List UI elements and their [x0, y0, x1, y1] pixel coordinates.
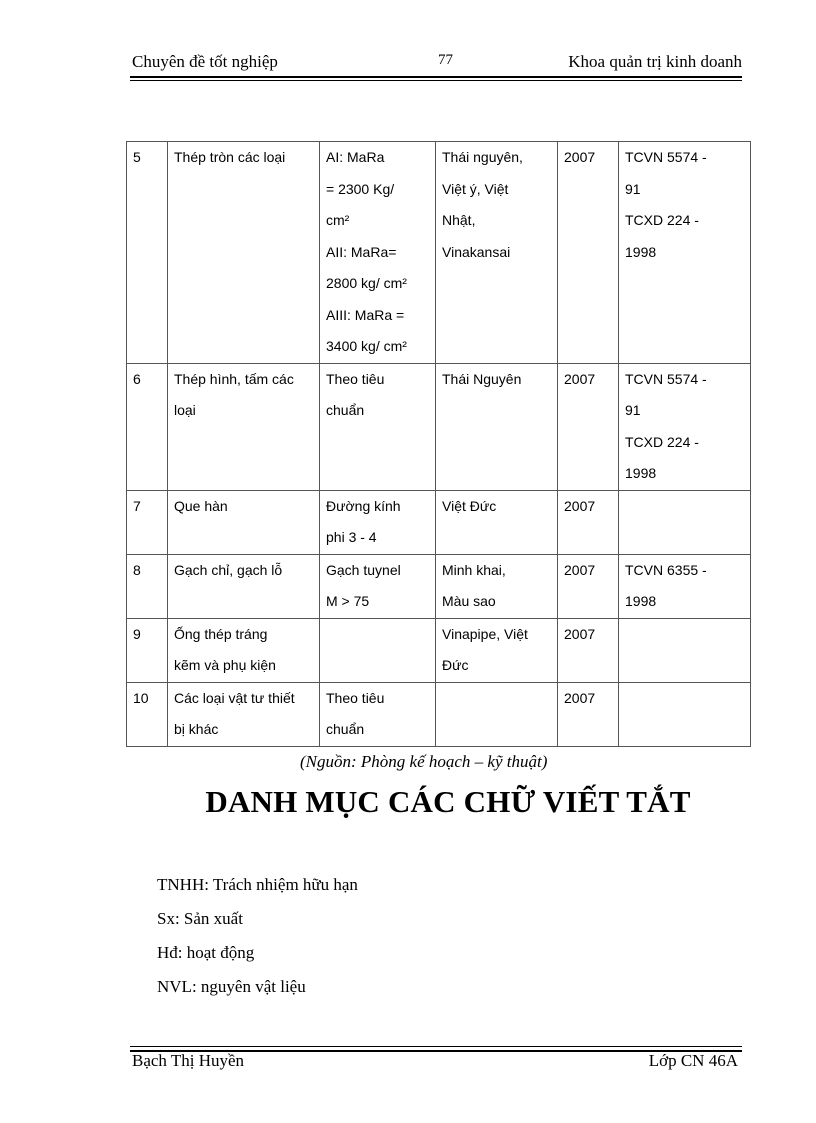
- cell-origin: [436, 142, 558, 364]
- cell-line: Thép tròn các loại: [174, 149, 286, 165]
- cell-material-name: [168, 363, 320, 490]
- cell-standard: [619, 490, 751, 554]
- footer-author: Bạch Thị Huyền: [132, 1051, 245, 1070]
- cell-number: 9: [127, 618, 168, 682]
- cell-line: 1998: [625, 593, 657, 609]
- page-footer: [132, 1051, 738, 1075]
- cell-line: 91: [625, 402, 641, 418]
- cell-standard: [619, 142, 751, 364]
- cell-number: 7: [127, 490, 168, 554]
- cell-line: Gạch chỉ, gạch lỗ: [174, 561, 283, 578]
- cell-line: TCVN 5574 -: [625, 370, 707, 387]
- cell-line: Việt Đức: [442, 497, 497, 514]
- table-row: [127, 142, 751, 364]
- abbreviation-list: [157, 868, 358, 1004]
- cell-standard: [619, 682, 751, 746]
- cell-line: Các loại vật tư thiết: [174, 689, 295, 706]
- cell-line: Thép hình, tấm các: [174, 370, 294, 387]
- cell-specification: [320, 618, 436, 682]
- cell-number: 8: [127, 554, 168, 618]
- cell-line: Theo tiêu: [326, 689, 385, 706]
- cell-origin: [436, 682, 558, 746]
- cell-line: Đường kính: [326, 497, 401, 514]
- cell-material-name: [168, 554, 320, 618]
- abbreviation-item: Hđ: hoạt động: [157, 943, 255, 962]
- header-rule-thin: [130, 80, 742, 81]
- cell-year: 2007: [558, 618, 619, 682]
- header-rule: [130, 76, 742, 78]
- cell-line: 3400 kg/ cm²: [326, 338, 407, 354]
- table-row: [127, 363, 751, 490]
- table-row: [127, 554, 751, 618]
- cell-line: 1998: [625, 465, 657, 481]
- cell-line: 2800 kg/ cm²: [326, 275, 407, 291]
- materials-table: [126, 141, 751, 747]
- cell-specification: [320, 363, 436, 490]
- cell-number: 6: [127, 363, 168, 490]
- cell-year: 2007: [558, 490, 619, 554]
- cell-line: loại: [174, 402, 196, 418]
- abbreviation-item: TNHH: Trách nhiệm hữu hạn: [157, 875, 358, 894]
- cell-year: 2007: [558, 142, 619, 364]
- cell-material-name: [168, 142, 320, 364]
- table-row: [127, 618, 751, 682]
- cell-line: = 2300 Kg/: [326, 180, 395, 197]
- cell-line: AII: MaRa=: [326, 243, 397, 260]
- cell-origin: [436, 618, 558, 682]
- cell-material-name: [168, 490, 320, 554]
- cell-number: 10: [127, 682, 168, 746]
- cell-origin: [436, 490, 558, 554]
- footer-rule-thin: [130, 1046, 742, 1047]
- table-row: [127, 682, 751, 746]
- cell-line: phi 3 - 4: [326, 529, 377, 545]
- cell-line: Thái nguyên,: [442, 149, 523, 165]
- cell-standard: [619, 618, 751, 682]
- cell-line: 91: [625, 180, 641, 197]
- cell-line: AIII: MaRa =: [326, 306, 405, 323]
- cell-line: Theo tiêu: [326, 370, 385, 387]
- footer-class: Lớp CN 46A: [648, 1051, 738, 1070]
- cell-origin: [436, 363, 558, 490]
- cell-material-name: [168, 682, 320, 746]
- page-header: [132, 52, 742, 76]
- cell-origin: [436, 554, 558, 618]
- header-thesis-label: Chuyên đề tốt nghiệp: [132, 52, 278, 71]
- cell-line: Màu sao: [442, 593, 496, 609]
- cell-line: Vinakansai: [442, 243, 511, 260]
- header-faculty-label: Khoa quản trị kinh doanh: [568, 52, 742, 71]
- cell-line: Vinapipe, Việt: [442, 625, 528, 642]
- cell-specification: [320, 682, 436, 746]
- source-note: (Nguồn: Phòng kế hoạch – kỹ thuật): [300, 752, 548, 771]
- cell-line: TCVN 6355 -: [625, 561, 707, 578]
- abbreviation-item: Sx: Sản xuất: [157, 909, 243, 928]
- cell-standard: [619, 554, 751, 618]
- cell-line: TCXD 224 -: [625, 212, 699, 228]
- cell-line: Que hàn: [174, 497, 228, 514]
- cell-line: kẽm và phụ kiện: [174, 657, 276, 673]
- cell-number: 5: [127, 142, 168, 364]
- cell-line: M > 75: [326, 593, 370, 609]
- cell-line: TCXD 224 -: [625, 433, 699, 450]
- cell-specification: [320, 554, 436, 618]
- cell-line: TCVN 5574 -: [625, 149, 707, 165]
- cell-year: 2007: [558, 363, 619, 490]
- cell-specification: [320, 142, 436, 364]
- cell-standard: [619, 363, 751, 490]
- cell-line: AI: MaRa: [326, 149, 385, 165]
- cell-year: 2007: [558, 554, 619, 618]
- section-title: DANH MỤC CÁC CHỮ VIẾT TẮT: [205, 784, 691, 819]
- cell-line: Việt ý, Việt: [442, 180, 509, 197]
- cell-material-name: [168, 618, 320, 682]
- cell-line: chuẩn: [326, 402, 365, 418]
- table-row: [127, 490, 751, 554]
- cell-line: 1998: [625, 243, 657, 260]
- abbreviation-item: NVL: nguyên vật liệu: [157, 977, 306, 996]
- page-number: 77: [438, 52, 453, 68]
- cell-line: Đức: [442, 657, 469, 673]
- cell-specification: [320, 490, 436, 554]
- cell-line: chuẩn: [326, 721, 365, 737]
- cell-line: Nhật,: [442, 212, 476, 228]
- cell-line: Gạch tuynel: [326, 561, 401, 578]
- cell-line: Minh khai,: [442, 561, 506, 578]
- cell-line: Ống thép tráng: [174, 625, 268, 642]
- cell-year: 2007: [558, 682, 619, 746]
- cell-line: cm²: [326, 212, 350, 228]
- cell-line: Thái Nguyên: [442, 370, 522, 387]
- cell-line: bị khác: [174, 721, 219, 737]
